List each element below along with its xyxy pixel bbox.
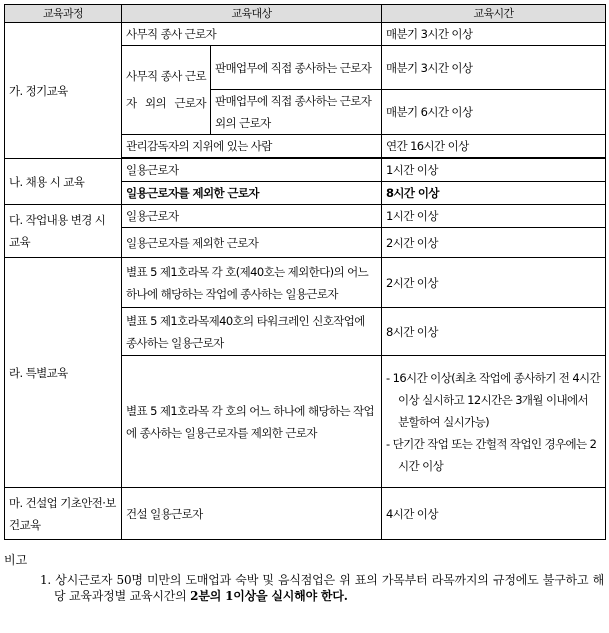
course-cell-construction: 마. 건설업 기초안전·보건교육 [5, 488, 122, 540]
target-cell: 판매업무에 직접 종사하는 근로자 [211, 46, 382, 90]
target-cell: 별표 5 제1호라목 각 호(제40호는 제외한다)의 어느 하나에 해당하는 작업에 종사하는 일용근로자 [122, 258, 382, 308]
target-cell: 사무직 종사 근로자 [122, 23, 382, 46]
target-cell: 판매업무에 직접 종사하는 근로자 외의 근로자 [211, 90, 382, 135]
target-group-text: 사무직 종사 근로자 외의 근로자 [126, 69, 206, 110]
time-cell: 2시간 이상 [382, 258, 606, 308]
time-cell: 매분기 3시간 이상 [382, 46, 606, 90]
remarks-item [40, 572, 604, 604]
time-cell: 2시간 이상 [382, 228, 606, 258]
header-course: 교육과정 [5, 5, 122, 23]
target-cell: 건설 일용근로자 [122, 488, 382, 540]
course-cell-change: 다. 작업내용 변경 시 교육 [5, 205, 122, 258]
target-cell: 일용근로자 [122, 159, 382, 182]
education-table-container [4, 4, 605, 540]
education-schedule-table [4, 4, 606, 540]
target-cell: 일용근로자를 제외한 근로자 [122, 182, 382, 205]
table-row [5, 159, 606, 182]
course-cell-special: 라. 특별교육 [5, 258, 122, 488]
table-row [5, 488, 606, 540]
remarks-item-text: 1. 상시근로자 50명 미만의 도매업과 숙박 및 음식점업은 위 표의 가목부터 라목까지의 규정에도 불구하고 해당 교육과정별 교육시간의 [40, 573, 604, 603]
time-cell: 연간 16시간 이상 [382, 135, 606, 158]
table-row [5, 205, 606, 228]
time-item: - 단기간 작업 또는 간헐적 작업인 경우에는 2시간 이상 [386, 436, 597, 473]
table-row [5, 258, 606, 308]
time-cell [382, 356, 606, 488]
remarks-title: 비고 [4, 553, 28, 567]
header-time: 교육시간 [382, 5, 606, 23]
header-target: 교육대상 [122, 5, 382, 23]
time-item: - 16시간 이상(최초 작업에 종사하기 전 4시간 이상 실시하고 12시간은 3개월 이내에서 분할하여 실시가능) [386, 370, 601, 429]
remarks-item-emphasis: 2분의 1이상을 실시해야 한다. [190, 589, 348, 603]
table-header-row [5, 5, 606, 23]
course-cell-regular: 가. 정기교육 [5, 23, 122, 159]
time-cell: 매분기 6시간 이상 [382, 90, 606, 135]
target-cell: 별표 5 제1호라목 각 호의 어느 하나에 해당하는 작업에 종사하는 일용근로자를 제외한 근로자 [122, 356, 382, 488]
time-cell: 1시간 이상 [382, 205, 606, 228]
time-cell: 8시간 이상 [382, 182, 606, 205]
target-cell: 일용근로자 [122, 205, 382, 228]
time-cell: 4시간 이상 [382, 488, 606, 540]
time-cell: 매분기 3시간 이상 [382, 23, 606, 46]
time-cell: 1시간 이상 [382, 159, 606, 182]
course-cell-hiring: 나. 채용 시 교육 [5, 159, 122, 205]
table-row [5, 23, 606, 46]
target-cell: 관리감독자의 지위에 있는 사람 [122, 135, 382, 158]
target-cell: 별표 5 제1호라목제40호의 타워크레인 신호작업에 종사하는 일용근로자 [122, 308, 382, 356]
target-cell: 일용근로자를 제외한 근로자 [122, 228, 382, 258]
target-group-cell [122, 46, 211, 135]
time-cell: 8시간 이상 [382, 308, 606, 356]
remarks-section [4, 552, 604, 604]
